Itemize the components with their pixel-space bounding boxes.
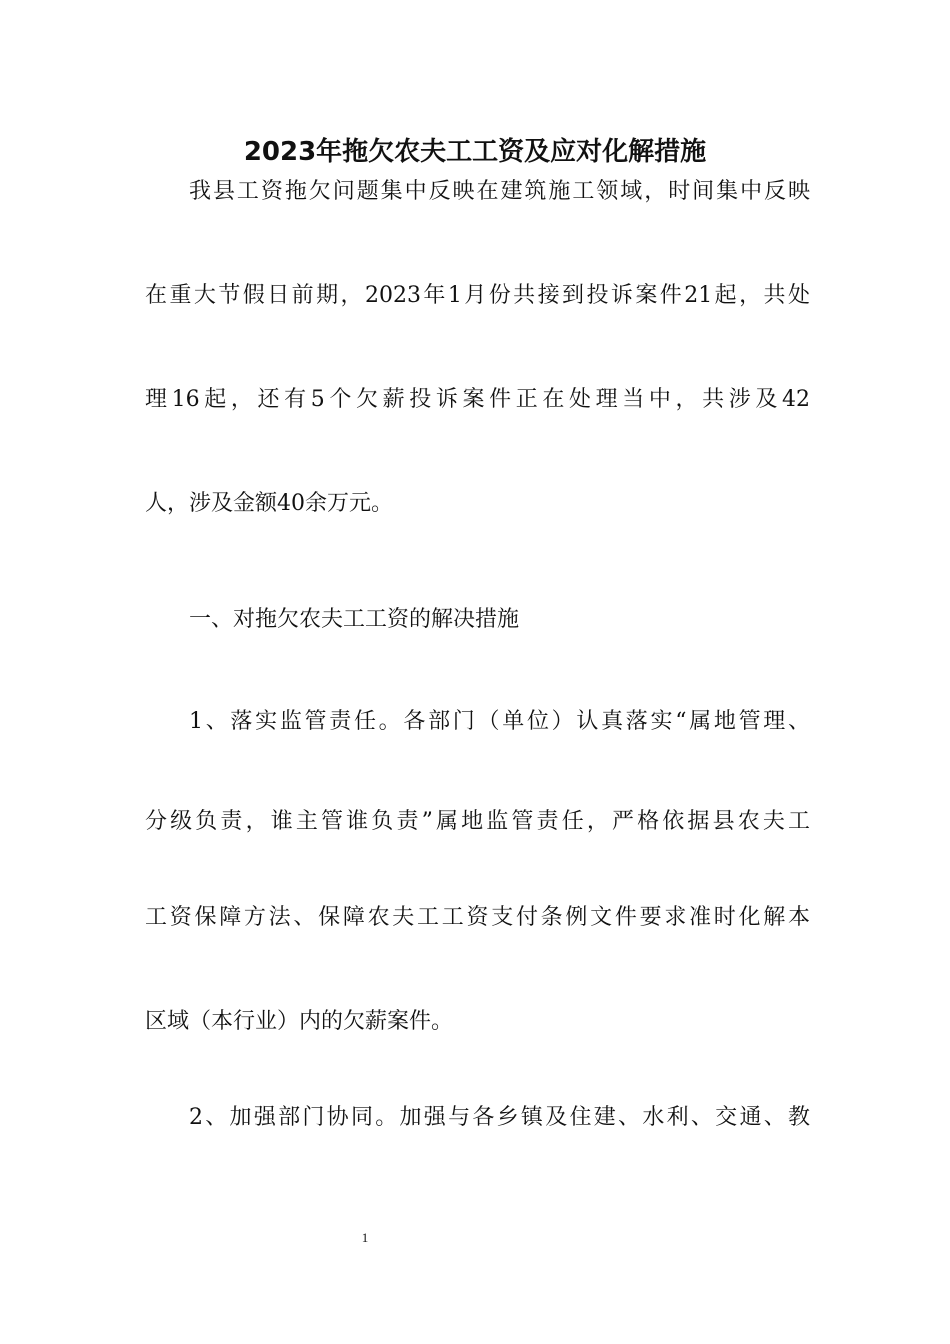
section-heading: 一、对拖欠农夫工工资的解决措施 xyxy=(189,607,520,632)
page-number: 1 xyxy=(361,1230,369,1245)
paragraph-line: 2、加强部门协同。加强与各乡镇及住建、水利、交通、教 xyxy=(189,1105,810,1130)
paragraph-line: 1、落实监管责任。各部门（单位）认真落实“属地管理、 xyxy=(189,709,810,734)
paragraph-line: 我县工资拖欠问题集中反映在建筑施工领域，时间集中反映 xyxy=(189,179,810,204)
paragraph-line: 分级负责，谁主管谁负责”属地监管责任，严格依据县农夫工 xyxy=(145,809,810,834)
paragraph-line: 工资保障方法、保障农夫工工资支付条例文件要求准时化解本 xyxy=(145,905,810,930)
paragraph-line: 区域（本行业）内的欠薪案件。 xyxy=(145,1009,454,1034)
paragraph-line: 在重大节假日前期，2023年1月份共接到投诉案件21起，共处 xyxy=(145,283,810,308)
paragraph-line: 理16起，还有5个欠薪投诉案件正在处理当中，共涉及42 xyxy=(145,387,810,412)
document-title: 2023年拖欠农夫工工资及应对化解措施 xyxy=(243,137,707,167)
paragraph-line: 人，涉及金额40余万元。 xyxy=(145,491,393,516)
